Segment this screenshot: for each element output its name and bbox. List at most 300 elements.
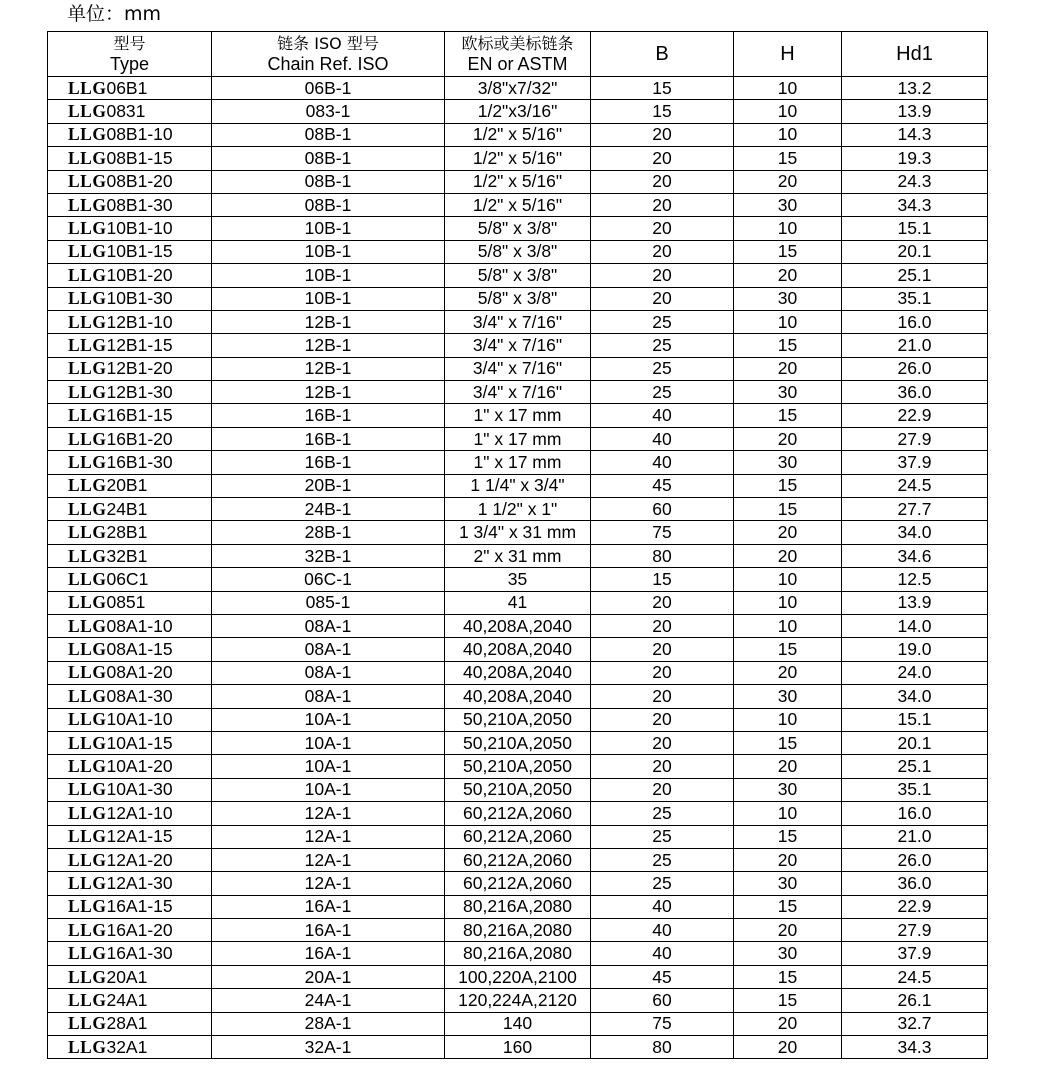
- cell-en-astm: 60,212A,2060: [445, 825, 591, 848]
- type-prefix: LLG: [68, 545, 107, 566]
- type-suffix: 10B1-30: [106, 288, 173, 309]
- type-prefix: LLG: [68, 498, 107, 519]
- cell-chain-iso: 10A-1: [212, 731, 445, 754]
- cell-h: 15: [734, 498, 842, 521]
- cell-hd1: 35.1: [842, 778, 988, 801]
- cell-b: 20: [591, 591, 734, 614]
- type-suffix: 10B1-10: [106, 218, 173, 239]
- table-row: [48, 404, 988, 427]
- type-suffix: 0831: [106, 101, 146, 122]
- cell-hd1: 24.5: [842, 965, 988, 988]
- cell-hd1: 35.1: [842, 287, 988, 310]
- header-type-en: Type: [109, 54, 150, 74]
- type-prefix: LLG: [68, 381, 107, 402]
- type-suffix: 24A1: [106, 989, 148, 1010]
- cell-hd1: 13.9: [842, 591, 988, 614]
- cell-chain-iso: 08B-1: [212, 170, 445, 193]
- cell-b: 25: [591, 802, 734, 825]
- header-chain-iso-en: Chain Ref. ISO: [267, 54, 389, 74]
- cell-chain-iso: 10A-1: [212, 778, 445, 801]
- cell-en-astm: 60,212A,2060: [445, 872, 591, 895]
- header-row: [48, 32, 988, 77]
- type-prefix: LLG: [68, 522, 107, 543]
- type-suffix: 32A1: [106, 1036, 148, 1057]
- cell-en-astm: 1" x 17 mm: [445, 427, 591, 450]
- type-suffix: 24B1: [106, 498, 148, 519]
- type-suffix: 16A1-20: [106, 919, 173, 940]
- cell-type: [48, 217, 212, 240]
- cell-b: 40: [591, 895, 734, 918]
- cell-type: [48, 661, 212, 684]
- type-prefix: LLG: [68, 241, 107, 262]
- cell-chain-iso: 10B-1: [212, 264, 445, 287]
- cell-en-astm: 1 1/2" x 1": [445, 498, 591, 521]
- cell-hd1: 34.0: [842, 685, 988, 708]
- cell-en-astm: 3/4" x 7/16": [445, 334, 591, 357]
- table-row: [48, 614, 988, 637]
- cell-chain-iso: 08B-1: [212, 123, 445, 146]
- type-suffix: 16B1-30: [106, 451, 173, 472]
- cell-b: 20: [591, 123, 734, 146]
- cell-chain-iso: 20A-1: [212, 965, 445, 988]
- type-suffix: 10A1-15: [106, 732, 173, 753]
- cell-h: 15: [734, 334, 842, 357]
- table-row: [48, 217, 988, 240]
- cell-type: [48, 942, 212, 965]
- table-row: [48, 544, 988, 567]
- type-suffix: 08B1-10: [106, 124, 173, 145]
- type-prefix: LLG: [68, 639, 107, 660]
- type-prefix: LLG: [68, 475, 107, 496]
- cell-hd1: 27.9: [842, 919, 988, 942]
- type-prefix: LLG: [68, 685, 107, 706]
- cell-b: 20: [591, 193, 734, 216]
- table-row: [48, 942, 988, 965]
- cell-en-astm: 50,210A,2050: [445, 731, 591, 754]
- cell-type: [48, 264, 212, 287]
- cell-h: 10: [734, 802, 842, 825]
- cell-type: [48, 451, 212, 474]
- cell-type: [48, 427, 212, 450]
- cell-h: 15: [734, 965, 842, 988]
- cell-type: [48, 685, 212, 708]
- cell-h: 15: [734, 989, 842, 1012]
- cell-b: 40: [591, 451, 734, 474]
- cell-type: [48, 638, 212, 661]
- cell-en-astm: 80,216A,2080: [445, 895, 591, 918]
- cell-hd1: 26.0: [842, 357, 988, 380]
- cell-en-astm: 140: [445, 1012, 591, 1035]
- type-prefix: LLG: [68, 966, 107, 987]
- cell-chain-iso: 16B-1: [212, 404, 445, 427]
- cell-b: 20: [591, 287, 734, 310]
- table-row: [48, 919, 988, 942]
- cell-h: 30: [734, 451, 842, 474]
- cell-b: 60: [591, 989, 734, 1012]
- cell-h: 30: [734, 872, 842, 895]
- cell-chain-iso: 16A-1: [212, 919, 445, 942]
- cell-chain-iso: 08B-1: [212, 147, 445, 170]
- cell-b: 20: [591, 661, 734, 684]
- type-prefix: LLG: [68, 264, 107, 285]
- cell-h: 20: [734, 264, 842, 287]
- cell-type: [48, 919, 212, 942]
- cell-h: 10: [734, 77, 842, 100]
- cell-h: 20: [734, 1036, 842, 1059]
- table-row: [48, 591, 988, 614]
- cell-en-astm: 60,212A,2060: [445, 848, 591, 871]
- type-suffix: 12B1-30: [106, 381, 173, 402]
- type-prefix: LLG: [68, 334, 107, 355]
- type-prefix: LLG: [68, 662, 107, 683]
- cell-h: 10: [734, 217, 842, 240]
- cell-h: 30: [734, 287, 842, 310]
- table-row: [48, 357, 988, 380]
- cell-type: [48, 731, 212, 754]
- type-prefix: LLG: [68, 592, 107, 613]
- type-suffix: 20B1: [106, 475, 148, 496]
- type-prefix: LLG: [68, 1013, 107, 1034]
- cell-chain-iso: 083-1: [212, 100, 445, 123]
- type-suffix: 08A1-20: [106, 662, 173, 683]
- cell-h: 20: [734, 170, 842, 193]
- type-prefix: LLG: [68, 872, 107, 893]
- type-suffix: 12A1-10: [106, 802, 173, 823]
- cell-chain-iso: 12B-1: [212, 310, 445, 333]
- type-prefix: LLG: [68, 171, 107, 192]
- type-prefix: LLG: [68, 896, 107, 917]
- table-row: [48, 895, 988, 918]
- cell-en-astm: 80,216A,2080: [445, 942, 591, 965]
- cell-b: 25: [591, 872, 734, 895]
- cell-h: 30: [734, 685, 842, 708]
- table-row: [48, 685, 988, 708]
- cell-b: 20: [591, 685, 734, 708]
- cell-h: 10: [734, 100, 842, 123]
- type-prefix: LLG: [68, 194, 107, 215]
- table-row: [48, 100, 988, 123]
- cell-en-astm: 50,210A,2050: [445, 708, 591, 731]
- table-row: [48, 264, 988, 287]
- cell-en-astm: 1 3/4" x 31 mm: [445, 521, 591, 544]
- cell-hd1: 25.1: [842, 264, 988, 287]
- cell-type: [48, 357, 212, 380]
- type-suffix: 10B1-15: [106, 241, 173, 262]
- table-row: [48, 334, 988, 357]
- cell-hd1: 26.0: [842, 848, 988, 871]
- cell-h: 15: [734, 638, 842, 661]
- cell-en-astm: 5/8" x 3/8": [445, 217, 591, 240]
- cell-type: [48, 825, 212, 848]
- table-row: [48, 287, 988, 310]
- type-prefix: LLG: [68, 451, 107, 472]
- cell-b: 40: [591, 427, 734, 450]
- cell-b: 20: [591, 240, 734, 263]
- cell-type: [48, 1036, 212, 1059]
- cell-b: 25: [591, 357, 734, 380]
- table-row: [48, 872, 988, 895]
- cell-en-astm: 5/8" x 3/8": [445, 287, 591, 310]
- cell-h: 20: [734, 357, 842, 380]
- cell-type: [48, 802, 212, 825]
- cell-b: 15: [591, 77, 734, 100]
- cell-chain-iso: 10A-1: [212, 708, 445, 731]
- cell-type: [48, 1012, 212, 1035]
- cell-type: [48, 404, 212, 427]
- type-suffix: 16B1-15: [106, 405, 173, 426]
- table-row: [48, 123, 988, 146]
- cell-h: 20: [734, 1012, 842, 1035]
- cell-b: 75: [591, 521, 734, 544]
- type-suffix: 16B1-20: [106, 428, 173, 449]
- cell-en-astm: 2" x 31 mm: [445, 544, 591, 567]
- cell-chain-iso: 12A-1: [212, 848, 445, 871]
- cell-chain-iso: 16B-1: [212, 451, 445, 474]
- cell-hd1: 24.3: [842, 170, 988, 193]
- table-row: [48, 193, 988, 216]
- type-suffix: 16A1-15: [106, 896, 173, 917]
- cell-en-astm: 1/2" x 5/16": [445, 147, 591, 170]
- type-prefix: LLG: [68, 288, 107, 309]
- cell-b: 20: [591, 778, 734, 801]
- cell-en-astm: 5/8" x 3/8": [445, 264, 591, 287]
- cell-h: 15: [734, 731, 842, 754]
- cell-b: 20: [591, 731, 734, 754]
- cell-en-astm: 80,216A,2080: [445, 919, 591, 942]
- cell-hd1: 16.0: [842, 310, 988, 333]
- cell-h: 20: [734, 544, 842, 567]
- table-row: [48, 731, 988, 754]
- header-h: H: [734, 32, 842, 77]
- cell-en-astm: 40,208A,2040: [445, 685, 591, 708]
- cell-chain-iso: 10B-1: [212, 240, 445, 263]
- header-chain-iso-cn: 链条 ISO 型号: [277, 34, 379, 53]
- cell-b: 20: [591, 614, 734, 637]
- cell-b: 20: [591, 170, 734, 193]
- cell-type: [48, 474, 212, 497]
- cell-type: [48, 287, 212, 310]
- cell-type: [48, 193, 212, 216]
- cell-b: 25: [591, 334, 734, 357]
- cell-type: [48, 381, 212, 404]
- type-suffix: 08B1-30: [106, 194, 173, 215]
- cell-b: 15: [591, 100, 734, 123]
- table-row: [48, 825, 988, 848]
- cell-b: 20: [591, 147, 734, 170]
- cell-h: 10: [734, 591, 842, 614]
- header-type-cn: 型号: [113, 34, 146, 53]
- type-prefix: LLG: [68, 101, 107, 122]
- table-body: [48, 77, 988, 1059]
- type-suffix: 10A1-10: [106, 709, 173, 730]
- table-header: [48, 32, 988, 77]
- cell-hd1: 24.5: [842, 474, 988, 497]
- type-suffix: 12A1-20: [106, 849, 173, 870]
- type-suffix: 08B1-20: [106, 171, 173, 192]
- cell-h: 20: [734, 427, 842, 450]
- cell-chain-iso: 08B-1: [212, 193, 445, 216]
- table-row: [48, 848, 988, 871]
- type-suffix: 28B1: [106, 522, 148, 543]
- cell-en-astm: 3/4" x 7/16": [445, 310, 591, 333]
- cell-hd1: 27.9: [842, 427, 988, 450]
- table-row: [48, 427, 988, 450]
- header-en-astm-en: EN or ASTM: [467, 54, 568, 74]
- cell-type: [48, 872, 212, 895]
- cell-b: 25: [591, 825, 734, 848]
- table-row: [48, 778, 988, 801]
- cell-chain-iso: 12A-1: [212, 825, 445, 848]
- cell-b: 45: [591, 474, 734, 497]
- cell-type: [48, 100, 212, 123]
- cell-hd1: 19.0: [842, 638, 988, 661]
- type-suffix: 0851: [106, 592, 146, 613]
- header-b: B: [591, 32, 734, 77]
- type-prefix: LLG: [68, 802, 107, 823]
- cell-en-astm: 35: [445, 568, 591, 591]
- cell-type: [48, 848, 212, 871]
- cell-type: [48, 77, 212, 100]
- cell-hd1: 15.1: [842, 708, 988, 731]
- cell-type: [48, 521, 212, 544]
- cell-hd1: 13.2: [842, 77, 988, 100]
- cell-en-astm: 1 1/4" x 3/4": [445, 474, 591, 497]
- cell-en-astm: 100,220A,2100: [445, 965, 591, 988]
- cell-b: 25: [591, 381, 734, 404]
- table-row: [48, 1036, 988, 1059]
- cell-b: 20: [591, 708, 734, 731]
- cell-chain-iso: 10A-1: [212, 755, 445, 778]
- type-prefix: LLG: [68, 615, 107, 636]
- cell-hd1: 34.3: [842, 1036, 988, 1059]
- cell-b: 40: [591, 919, 734, 942]
- cell-en-astm: 41: [445, 591, 591, 614]
- cell-en-astm: 3/4" x 7/16": [445, 381, 591, 404]
- cell-b: 75: [591, 1012, 734, 1035]
- table-row: [48, 521, 988, 544]
- table-row: [48, 381, 988, 404]
- type-prefix: LLG: [68, 919, 107, 940]
- table-row: [48, 240, 988, 263]
- cell-b: 20: [591, 638, 734, 661]
- type-prefix: LLG: [68, 943, 107, 964]
- cell-chain-iso: 06C-1: [212, 568, 445, 591]
- type-prefix: LLG: [68, 77, 107, 98]
- cell-h: 20: [734, 848, 842, 871]
- table-row: [48, 661, 988, 684]
- type-prefix: LLG: [68, 849, 107, 870]
- type-suffix: 10B1-20: [106, 264, 173, 285]
- cell-h: 20: [734, 755, 842, 778]
- cell-hd1: 27.7: [842, 498, 988, 521]
- header-en-astm-cn: 欧标或美标链条: [461, 34, 574, 53]
- cell-hd1: 14.3: [842, 123, 988, 146]
- cell-en-astm: 1" x 17 mm: [445, 451, 591, 474]
- type-suffix: 06B1: [106, 77, 148, 98]
- type-suffix: 12B1-15: [106, 334, 173, 355]
- type-suffix: 06C1: [106, 568, 149, 589]
- cell-hd1: 21.0: [842, 825, 988, 848]
- type-prefix: LLG: [68, 989, 107, 1010]
- cell-en-astm: 60,212A,2060: [445, 802, 591, 825]
- cell-h: 15: [734, 895, 842, 918]
- cell-hd1: 34.0: [842, 521, 988, 544]
- cell-chain-iso: 08A-1: [212, 614, 445, 637]
- table-row: [48, 77, 988, 100]
- cell-hd1: 22.9: [842, 895, 988, 918]
- cell-en-astm: 3/4" x 7/16": [445, 357, 591, 380]
- cell-chain-iso: 24A-1: [212, 989, 445, 1012]
- cell-hd1: 32.7: [842, 1012, 988, 1035]
- cell-hd1: 16.0: [842, 802, 988, 825]
- type-prefix: LLG: [68, 147, 107, 168]
- cell-h: 10: [734, 310, 842, 333]
- cell-hd1: 20.1: [842, 240, 988, 263]
- table-row: [48, 474, 988, 497]
- cell-b: 25: [591, 310, 734, 333]
- cell-h: 15: [734, 825, 842, 848]
- type-prefix: LLG: [68, 568, 107, 589]
- cell-hd1: 36.0: [842, 872, 988, 895]
- cell-chain-iso: 08A-1: [212, 638, 445, 661]
- cell-b: 20: [591, 264, 734, 287]
- table-row: [48, 1012, 988, 1035]
- cell-hd1: 34.6: [842, 544, 988, 567]
- cell-hd1: 37.9: [842, 451, 988, 474]
- cell-h: 20: [734, 661, 842, 684]
- cell-b: 25: [591, 848, 734, 871]
- type-prefix: LLG: [68, 709, 107, 730]
- cell-hd1: 25.1: [842, 755, 988, 778]
- type-suffix: 16A1-30: [106, 943, 173, 964]
- type-suffix: 20A1: [106, 966, 148, 987]
- cell-en-astm: 120,224A,2120: [445, 989, 591, 1012]
- cell-chain-iso: 24B-1: [212, 498, 445, 521]
- type-prefix: LLG: [68, 732, 107, 753]
- table-row: [48, 802, 988, 825]
- cell-chain-iso: 12B-1: [212, 381, 445, 404]
- type-suffix: 08A1-15: [106, 639, 173, 660]
- table-row: [48, 451, 988, 474]
- cell-type: [48, 544, 212, 567]
- cell-h: 30: [734, 778, 842, 801]
- header-type: [48, 32, 212, 77]
- cell-chain-iso: 08A-1: [212, 685, 445, 708]
- cell-chain-iso: 085-1: [212, 591, 445, 614]
- type-prefix: LLG: [68, 124, 107, 145]
- cell-b: 40: [591, 404, 734, 427]
- cell-hd1: 36.0: [842, 381, 988, 404]
- cell-chain-iso: 20B-1: [212, 474, 445, 497]
- table-row: [48, 147, 988, 170]
- type-prefix: LLG: [68, 756, 107, 777]
- cell-hd1: 37.9: [842, 942, 988, 965]
- type-suffix: 10A1-30: [106, 779, 173, 800]
- cell-chain-iso: 10B-1: [212, 217, 445, 240]
- type-prefix: LLG: [68, 826, 107, 847]
- cell-h: 15: [734, 404, 842, 427]
- type-suffix: 08A1-10: [106, 615, 173, 636]
- cell-hd1: 24.0: [842, 661, 988, 684]
- table-row: [48, 965, 988, 988]
- table-row: [48, 989, 988, 1012]
- cell-chain-iso: 16B-1: [212, 427, 445, 450]
- cell-b: 15: [591, 568, 734, 591]
- cell-en-astm: 1/2"x3/16": [445, 100, 591, 123]
- cell-en-astm: 3/8"x7/32": [445, 77, 591, 100]
- type-suffix: 28A1: [106, 1013, 148, 1034]
- cell-h: 15: [734, 474, 842, 497]
